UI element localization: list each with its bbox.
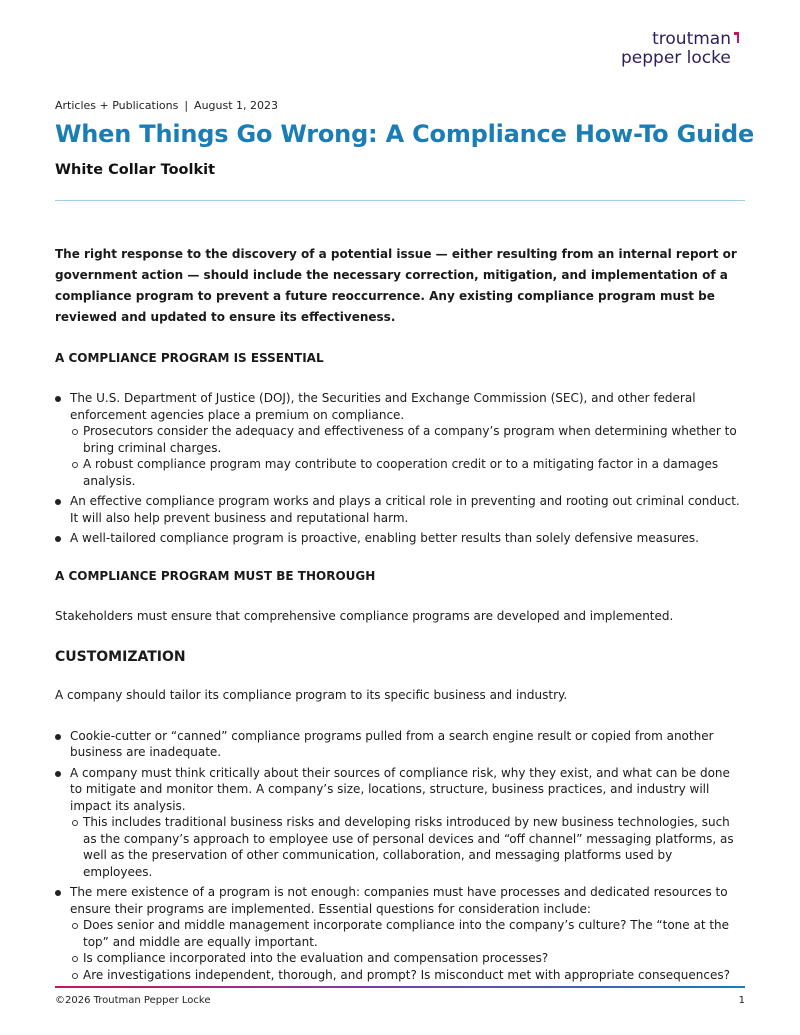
- sub-list: [70, 814, 745, 880]
- essential-list: [55, 390, 745, 547]
- footer-divider: [55, 986, 745, 988]
- meta-date: August 1, 2023: [194, 99, 279, 112]
- company-logo: [621, 31, 739, 73]
- list-item: Cookie-cutter or “canned” compliance programs pulled from a search engine result or copied from another business are inadequate.: [55, 728, 745, 761]
- list-item: [55, 884, 745, 983]
- sub-list-item: A robust compliance program may contribute to cooperation credit or to a mitigating factor in a damages analysis.: [70, 456, 745, 489]
- sub-list-item: Is compliance incorporated into the evaluation and compensation processes?: [70, 950, 745, 967]
- footer-copyright: ©2026 Troutman Pepper Locke: [55, 995, 211, 1006]
- sub-list: [70, 423, 745, 489]
- sub-list-item: Does senior and middle management incorporate compliance into the company’s culture? The “tone at the top” and middle are equally important.: [70, 917, 745, 950]
- sub-list-item: Are investigations independent, thorough, and prompt? Is misconduct met with appropriate consequences?: [70, 967, 745, 984]
- thorough-paragraph: Stakeholders must ensure that comprehensive compliance programs are developed and implemented.: [55, 608, 674, 623]
- article-body: [55, 244, 745, 1005]
- list-item: [55, 765, 745, 881]
- list-item-text: The U.S. Department of Justice (DOJ), the Securities and Exchange Commission (SEC), and other federal enforcement agencies place a premium on compliance.: [70, 391, 696, 422]
- logo-flag-icon: [734, 32, 739, 43]
- title-divider: [55, 200, 745, 201]
- meta-separator: |: [184, 99, 189, 112]
- logo-line-2: pepper locke: [621, 48, 731, 68]
- list-item: A well-tailored compliance program is proactive, enabling better results than solely defensive measures.: [55, 530, 745, 547]
- article-meta: [55, 99, 278, 112]
- meta-category: Articles + Publications: [55, 99, 179, 112]
- section-heading-essential: A COMPLIANCE PROGRAM IS ESSENTIAL: [55, 351, 324, 365]
- page-number: 1: [738, 995, 745, 1006]
- customization-paragraph: A company should tailor its compliance program to its specific business and industry.: [55, 687, 568, 702]
- customization-list: [55, 728, 745, 984]
- list-item-text: The mere existence of a program is not enough: companies must have processes and dedicated resources to ensure their programs are implemented. Essential questions for consideration include:: [70, 885, 728, 916]
- sub-list-item: Prosecutors consider the adequacy and effectiveness of a company’s program when determining whether to bring criminal charges.: [70, 423, 745, 456]
- sub-list-item: This includes traditional business risks and developing risks introduced by new business technologies, such as the company’s approach to employee use of personal devices and “off channel” messaging platforms, as well as the preservation of other communication, collaboration, and messaging platforms used by employees.: [70, 814, 745, 880]
- page-title: When Things Go Wrong: A Compliance How-To Guide: [55, 120, 755, 148]
- logo-line-1: troutman: [652, 29, 731, 49]
- section-heading-thorough: A COMPLIANCE PROGRAM MUST BE THOROUGH: [55, 568, 376, 583]
- lead-paragraph: The right response to the discovery of a potential issue — either resulting from an internal report or government action — should include the necessary correction, mitigation, and implementation of a compliance program to prevent a future reoccurrence. Any existing compliance program must be reviewed and updated to ensure its effectiveness.: [55, 247, 737, 324]
- page-subtitle: White Collar Toolkit: [55, 162, 216, 178]
- list-item-text: A company must think critically about their sources of compliance risk, why they exist, and what can be done to mitigate and monitor them. A company’s size, locations, structure, business practices, and industry will impact its analysis.: [70, 765, 730, 813]
- section-heading-customization: CUSTOMIZATION: [55, 648, 186, 665]
- list-item: [55, 390, 745, 489]
- sub-list: [70, 917, 745, 983]
- list-item: An effective compliance program works and plays a critical role in preventing and rooting out criminal conduct. It will also help prevent business and reputational harm.: [55, 493, 745, 526]
